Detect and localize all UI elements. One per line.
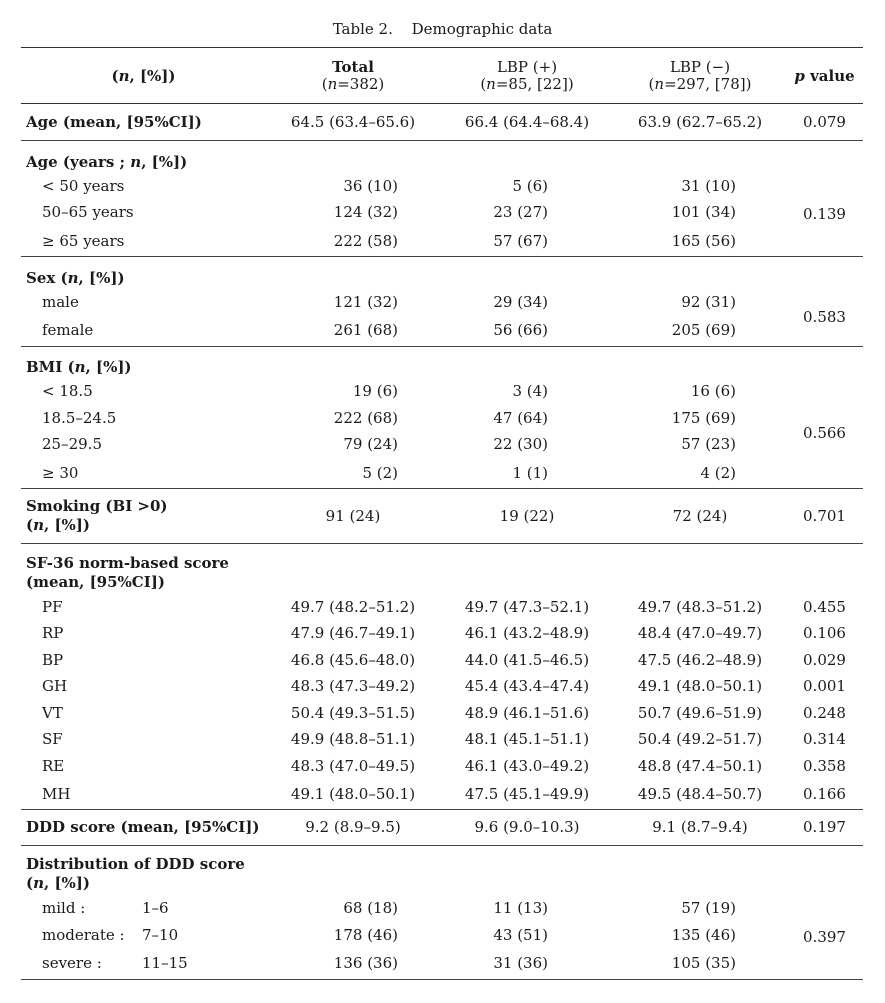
row-label (21, 922, 266, 949)
cell-pvalue: 0.139 (803, 205, 846, 224)
cell-pvalue: 0.583 (803, 308, 846, 326)
cell-lbp-plus: 56 (66) (493, 321, 548, 340)
table-row (21, 700, 863, 727)
cell-lbp-minus: 49.1 (48.0–50.1) (637, 677, 763, 696)
caption-label: Table 2. (332, 20, 393, 38)
cell-total: 47.9 (46.7–49.1) (290, 624, 416, 643)
severity-range: 1–6 (142, 899, 169, 918)
section-header-row (21, 346, 863, 378)
table-row (21, 489, 863, 544)
cell-pvalue: 0.079 (803, 113, 846, 131)
row-label: BP (42, 650, 64, 669)
cell-lbp-plus: 48.9 (46.1–51.6) (464, 703, 590, 722)
cell-lbp-minus: 165 (56) (671, 231, 736, 250)
row-label: ≥ 30 (42, 463, 79, 482)
header-lbp-plus (440, 48, 614, 104)
cell-lbp-plus: 46.1 (43.2–48.9) (464, 624, 590, 643)
row-label: 18.5–24.5 (42, 408, 117, 427)
cell-total: 79 (24) (343, 435, 398, 454)
table-row (21, 405, 863, 432)
cell-pvalue: 0.566 (803, 424, 846, 442)
cell-lbp-plus: 29 (34) (493, 292, 548, 311)
cell-lbp-minus: 57 (19) (681, 899, 736, 918)
ddd-dist-label-line2: (n, [%]) (26, 874, 91, 892)
cell-total: 178 (46) (333, 925, 398, 944)
row-label: VT (42, 703, 63, 722)
row-label: 50–65 years (42, 203, 134, 222)
cell-lbp-minus: 47.5 (46.2–48.9) (637, 650, 763, 669)
row-label: < 50 years (42, 176, 125, 195)
table-row (21, 673, 863, 700)
row-label: DDD score (mean, [95%CI]) (26, 818, 260, 836)
table-row (21, 895, 863, 922)
section-label: Age (years ; n, [%]) (26, 152, 188, 171)
cell-lbp-plus: 45.4 (43.4–47.4) (464, 677, 590, 696)
row-label (21, 895, 266, 922)
table-row (21, 431, 863, 458)
cell-pvalue: 0.106 (803, 624, 846, 643)
cell-total: 68 (18) (343, 899, 398, 918)
cell-pvalue: 0.248 (803, 703, 846, 722)
row-label (21, 489, 266, 544)
section-label: BMI (n, [%]) (26, 358, 132, 376)
header-lbp-plus-sub: (n=85, [22]) (480, 75, 574, 93)
table-row (21, 948, 863, 979)
ddd-dist-label-line1: Distribution of DDD score (26, 855, 245, 873)
table-row (21, 173, 863, 200)
cell-lbp-plus: 47.5 (45.1–49.9) (464, 784, 590, 803)
row-label: MH (42, 784, 71, 803)
cell-total: 124 (32) (333, 203, 398, 222)
cell-lbp-plus: 44.0 (41.5–46.5) (464, 650, 590, 669)
severity-range: 11–15 (142, 954, 188, 973)
cell-total: 48.3 (47.3–49.2) (290, 677, 416, 696)
cell-lbp-minus: 49.7 (48.3–51.2) (637, 597, 763, 616)
table-row (21, 289, 863, 316)
header-pvalue: p value (794, 66, 855, 85)
cell-lbp-minus: 50.7 (49.6–51.9) (637, 703, 763, 722)
section-label (21, 845, 863, 895)
cell-pvalue: 0.314 (803, 730, 846, 749)
cell-lbp-minus: 92 (31) (681, 292, 736, 311)
cell-lbp-minus: 175 (69) (671, 408, 736, 427)
table-row (21, 779, 863, 809)
table-row (21, 458, 863, 489)
cell-lbp-minus: 205 (69) (671, 321, 736, 340)
row-label: RE (42, 756, 65, 775)
section-header-row (21, 257, 863, 289)
header-lbp-minus (614, 48, 786, 104)
cell-total: 49.7 (48.2–51.2) (290, 597, 416, 616)
row-label: < 18.5 (42, 382, 93, 401)
section-header-row (21, 544, 863, 594)
header-total-sub: (n=382) (321, 75, 385, 93)
cell-pvalue: 0.358 (803, 756, 846, 775)
row-label: GH (42, 677, 68, 696)
cell-lbp-minus: 105 (35) (671, 954, 736, 973)
cell-total: 19 (6) (352, 382, 398, 401)
cell-lbp-plus: 3 (4) (512, 382, 548, 401)
cell-lbp-minus: 63.9 (62.7–65.2) (637, 113, 763, 131)
cell-total: 5 (2) (362, 463, 398, 482)
cell-total: 50.4 (49.3–51.5) (290, 703, 416, 722)
cell-lbp-plus: 57 (67) (493, 231, 548, 250)
cell-total: 48.3 (47.0–49.5) (290, 756, 416, 775)
cell-lbp-plus: 66.4 (64.4–68.4) (464, 113, 590, 131)
cell-total: 9.2 (8.9–9.5) (305, 818, 401, 836)
table-caption (0, 20, 885, 38)
cell-total: 261 (68) (333, 321, 398, 340)
header-lbp-minus-sub: (n=297, [78]) (648, 75, 752, 93)
header-lbp-plus-label: LBP (+) (496, 58, 558, 76)
cell-pvalue: 0.001 (803, 677, 846, 696)
cell-pvalue: 0.029 (803, 650, 846, 669)
row-label: RP (42, 624, 64, 643)
cell-lbp-minus: 48.8 (47.4–50.1) (637, 756, 763, 775)
row-label: female (42, 321, 94, 340)
cell-lbp-minus: 49.5 (48.4–50.7) (637, 784, 763, 803)
row-label (21, 948, 266, 979)
table-row (21, 594, 863, 621)
row-label: ≥ 65 years (42, 231, 125, 250)
severity-label: moderate : (42, 925, 125, 944)
cell-pvalue: 0.166 (803, 784, 846, 803)
table-row (21, 922, 863, 949)
table-row (21, 315, 863, 346)
row-label: male (42, 292, 79, 311)
cell-lbp-minus: 50.4 (49.2–51.7) (637, 730, 763, 749)
table-row (21, 809, 863, 845)
cell-lbp-minus: 9.1 (8.7–9.4) (652, 818, 748, 836)
table-row (21, 726, 863, 753)
severity-label: severe : (42, 954, 102, 973)
table-body (21, 104, 863, 980)
row-label: 25–29.5 (42, 435, 102, 454)
cell-total: 121 (32) (333, 292, 398, 311)
table-row (21, 226, 863, 257)
table-row (21, 378, 863, 405)
cell-lbp-plus: 48.1 (45.1–51.1) (464, 730, 590, 749)
cell-lbp-minus: 135 (46) (671, 925, 736, 944)
section-label: Sex (n, [%]) (26, 268, 125, 287)
smoking-label-line2: (n, [%]) (26, 516, 91, 534)
cell-pvalue: 0.397 (803, 927, 846, 946)
cell-total: 91 (24) (325, 507, 381, 525)
cell-total: 222 (58) (333, 231, 398, 250)
demographic-table (21, 47, 863, 980)
cell-lbp-plus: 19 (22) (499, 507, 555, 525)
row-label: Age (mean, [95%CI]) (26, 113, 202, 131)
cell-total: 222 (68) (333, 408, 398, 427)
cell-total: 136 (36) (333, 954, 398, 973)
severity-label: mild : (42, 899, 86, 918)
cell-lbp-plus: 1 (1) (512, 463, 548, 482)
cell-lbp-plus: 47 (64) (493, 408, 548, 427)
cell-lbp-plus: 46.1 (43.0–49.2) (464, 756, 590, 775)
sf36-label-line1: SF-36 norm-based score (26, 553, 229, 572)
cell-lbp-minus: 101 (34) (671, 203, 736, 222)
cell-lbp-minus: 4 (2) (700, 463, 736, 482)
table-row (21, 647, 863, 674)
table-row (21, 199, 863, 226)
cell-lbp-plus: 43 (51) (493, 925, 548, 944)
smoking-label-line1: Smoking (BI >0) (26, 497, 168, 515)
cell-lbp-plus: 23 (27) (493, 203, 548, 222)
sf36-label-line2: (mean, [95%CI]) (26, 572, 165, 591)
cell-lbp-plus: 9.6 (9.0–10.3) (474, 818, 580, 836)
cell-total: 36 (10) (343, 176, 398, 195)
caption-title: Demographic data (411, 20, 553, 38)
header-total (266, 48, 440, 104)
section-header-row (21, 845, 863, 895)
section-header-row (21, 141, 863, 173)
cell-lbp-plus: 31 (36) (493, 954, 548, 973)
cell-lbp-minus: 31 (10) (681, 176, 736, 195)
cell-pvalue: 0.701 (803, 507, 846, 525)
section-label (21, 544, 863, 594)
cell-lbp-plus: 49.7 (47.3–52.1) (464, 597, 590, 616)
cell-lbp-minus: 72 (24) (672, 507, 728, 525)
header-row (21, 48, 863, 104)
cell-total: 64.5 (63.4–65.6) (290, 113, 416, 131)
cell-lbp-plus: 11 (13) (493, 899, 548, 918)
cell-pvalue: 0.197 (803, 818, 846, 836)
cell-lbp-plus: 5 (6) (512, 176, 548, 195)
cell-total: 49.1 (48.0–50.1) (290, 784, 416, 803)
table-row (21, 104, 863, 141)
table-row (21, 620, 863, 647)
severity-range: 7–10 (142, 925, 179, 944)
cell-lbp-minus: 57 (23) (681, 435, 736, 454)
header-col0: (n, [%]) (111, 66, 176, 85)
cell-lbp-plus: 22 (30) (493, 435, 548, 454)
row-label: PF (42, 597, 63, 616)
cell-pvalue: 0.455 (803, 597, 846, 616)
row-label: SF (42, 730, 63, 749)
cell-total: 49.9 (48.8–51.1) (290, 730, 416, 749)
cell-lbp-minus: 16 (6) (690, 382, 736, 401)
table-row (21, 753, 863, 780)
header-lbp-minus-label: LBP (−) (669, 58, 731, 76)
header-total-label: Total (332, 58, 374, 76)
cell-total: 46.8 (45.6–48.0) (290, 650, 416, 669)
cell-lbp-minus: 48.4 (47.0–49.7) (637, 624, 763, 643)
